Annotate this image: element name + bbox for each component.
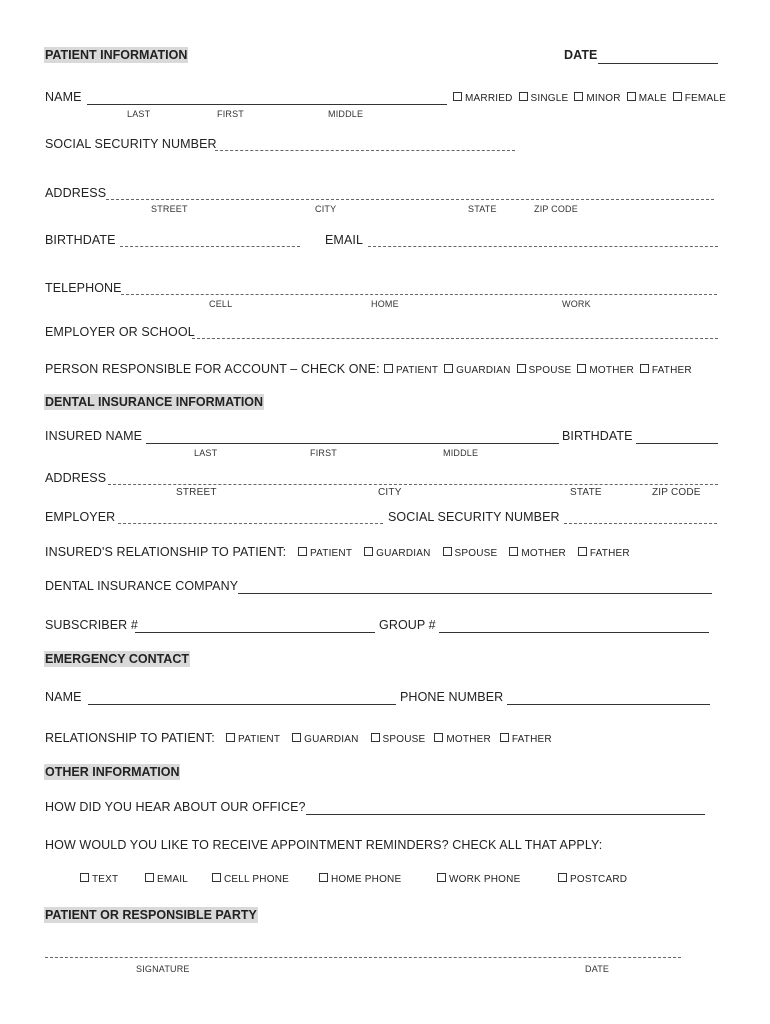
ins-sublabel-zip: ZIP CODE [652, 487, 701, 498]
reminder-option-cell-phone[interactable]: CELL PHONE [212, 873, 289, 885]
ins-ssn-field[interactable] [564, 523, 717, 524]
checkbox-married[interactable]: MARRIED [453, 92, 513, 104]
emergency-relationship-options [226, 733, 552, 745]
sublabel-city: CITY [315, 204, 337, 214]
checkbox-single[interactable]: SINGLE [519, 92, 569, 104]
ins-relationship-options [298, 547, 630, 559]
telephone-field[interactable] [121, 294, 717, 295]
ins-relationship-label: INSURED'S RELATIONSHIP TO PATIENT: [45, 545, 287, 559]
em-checkbox-father[interactable]: FATHER [500, 733, 552, 745]
ins-checkbox-mother[interactable]: MOTHER [509, 547, 566, 559]
ins-sublabel-first: FIRST [310, 448, 337, 458]
checkbox-guardian[interactable]: GUARDIAN [444, 364, 510, 376]
em-checkbox-patient[interactable]: PATIENT [226, 733, 280, 745]
ins-checkbox-spouse[interactable]: SPOUSE [443, 547, 498, 559]
ins-address-label: ADDRESS [45, 471, 107, 485]
checkbox-mother[interactable]: MOTHER [577, 364, 634, 376]
reminder-option-postcard[interactable]: POSTCARD [558, 873, 627, 885]
telephone-label: TELEPHONE [45, 281, 122, 295]
reminder-option-text[interactable]: TEXT [80, 873, 118, 885]
emergency-name-field[interactable] [88, 704, 396, 705]
responsible-label: PERSON RESPONSIBLE FOR ACCOUNT – CHECK ONE: [45, 362, 380, 376]
insured-birthdate-field[interactable] [636, 443, 718, 444]
section-header-signature: PATIENT OR RESPONSIBLE PARTY [45, 908, 257, 922]
ins-employer-field[interactable] [118, 523, 383, 524]
checkbox-spouse[interactable]: SPOUSE [517, 364, 572, 376]
address-label: ADDRESS [45, 186, 107, 200]
sublabel-signature: SIGNATURE [136, 964, 190, 974]
sublabel-state: STATE [468, 204, 497, 214]
ins-employer-label: EMPLOYER [45, 510, 116, 524]
ins-sublabel-state: STATE [570, 487, 602, 498]
section-header-patient: PATIENT INFORMATION [45, 48, 188, 62]
ins-sublabel-middle: MIDDLE [443, 448, 479, 458]
marital-status-options [453, 92, 726, 104]
emergency-name-label: NAME [45, 690, 82, 704]
sublabel-middle: MIDDLE [328, 109, 364, 119]
insured-birthdate-label: BIRTHDATE [562, 429, 633, 443]
ins-company-field[interactable] [238, 593, 712, 594]
ins-address-field[interactable] [108, 484, 718, 485]
employer-school-label: EMPLOYER OR SCHOOL [45, 325, 195, 339]
group-field[interactable] [439, 632, 709, 633]
ins-checkbox-guardian[interactable]: GUARDIAN [364, 547, 430, 559]
address-field[interactable] [106, 199, 714, 200]
sublabel-street: STREET [151, 204, 188, 214]
reminder-option-home-phone[interactable]: HOME PHONE [319, 873, 401, 885]
reminder-option-work-phone[interactable]: WORK PHONE [437, 873, 520, 885]
sublabel-signature-date: DATE [585, 964, 610, 974]
subscriber-label: SUBSCRIBER # [45, 618, 138, 632]
sublabel-first: FIRST [217, 109, 244, 119]
checkbox-male[interactable]: MALE [627, 92, 667, 104]
section-header-other: OTHER INFORMATION [45, 765, 180, 779]
ins-checkbox-father[interactable]: FATHER [578, 547, 630, 559]
date-label: DATE [564, 48, 598, 62]
ins-ssn-label: SOCIAL SECURITY NUMBER [388, 510, 560, 524]
checkbox-minor[interactable]: MINOR [574, 92, 620, 104]
em-checkbox-mother[interactable]: MOTHER [434, 733, 491, 745]
section-header-insurance: DENTAL INSURANCE INFORMATION [45, 395, 264, 409]
subscriber-field[interactable] [135, 632, 375, 633]
emergency-phone-label: PHONE NUMBER [400, 690, 504, 704]
insured-name-label: INSURED NAME [45, 429, 143, 443]
employer-school-field[interactable] [192, 338, 718, 339]
reminder-option-email[interactable]: EMAIL [145, 873, 188, 885]
insured-name-field[interactable] [146, 443, 559, 444]
hear-about-field[interactable] [306, 814, 705, 815]
sublabel-cell: CELL [209, 299, 233, 309]
ssn-label: SOCIAL SECURITY NUMBER [45, 137, 217, 151]
sublabel-zip: ZIP CODE [534, 204, 578, 214]
ins-sublabel-last: LAST [194, 448, 218, 458]
ssn-field[interactable] [215, 150, 515, 151]
hear-about-label: HOW DID YOU HEAR ABOUT OUR OFFICE? [45, 800, 306, 814]
em-checkbox-spouse[interactable]: SPOUSE [371, 733, 426, 745]
sublabel-last: LAST [127, 109, 151, 119]
emergency-phone-field[interactable] [507, 704, 710, 705]
ins-company-label: DENTAL INSURANCE COMPANY [45, 579, 239, 593]
ins-sublabel-city: CITY [378, 487, 402, 498]
reminders-label: HOW WOULD YOU LIKE TO RECEIVE APPOINTMENT REMINDERS? CHECK ALL THAT APPLY: [45, 838, 603, 852]
birthdate-label: BIRTHDATE [45, 233, 116, 247]
patient-name-field[interactable] [87, 104, 447, 105]
section-header-emergency: EMERGENCY CONTACT [45, 652, 189, 666]
email-field[interactable] [368, 246, 718, 247]
email-label: EMAIL [325, 233, 364, 247]
date-field[interactable] [598, 63, 718, 64]
checkbox-father[interactable]: FATHER [640, 364, 692, 376]
signature-line[interactable] [45, 957, 681, 958]
checkbox-patient[interactable]: PATIENT [384, 364, 438, 376]
ins-sublabel-street: STREET [176, 487, 217, 498]
em-checkbox-guardian[interactable]: GUARDIAN [292, 733, 358, 745]
sublabel-home: HOME [371, 299, 399, 309]
ins-checkbox-patient[interactable]: PATIENT [298, 547, 352, 559]
birthdate-field[interactable] [120, 246, 300, 247]
responsible-options [384, 364, 692, 376]
sublabel-work: WORK [562, 299, 591, 309]
group-label: GROUP # [379, 618, 436, 632]
emergency-relationship-label: RELATIONSHIP TO PATIENT: [45, 731, 215, 745]
name-label: NAME [45, 90, 82, 104]
checkbox-female[interactable]: FEMALE [673, 92, 726, 104]
